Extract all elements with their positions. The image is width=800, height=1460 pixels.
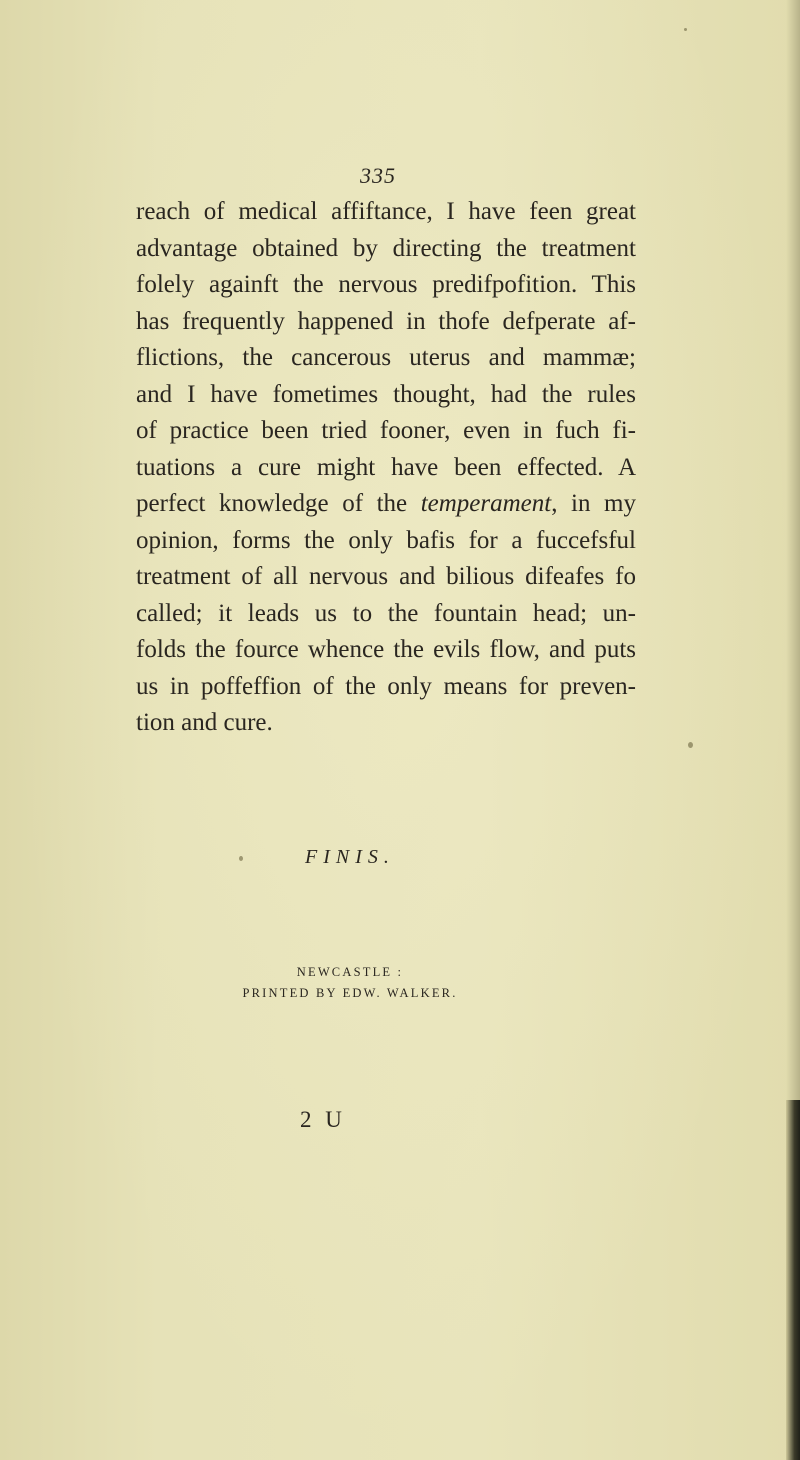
paragraph (136, 194, 636, 742)
paragraph-line (136, 486, 636, 523)
paragraph-line: advantage obtained by directing the treatment (136, 234, 636, 262)
paragraph-line: flictions, the cancerous uterus and mammæ; (136, 344, 636, 371)
paper-speck (688, 742, 693, 748)
italic-word: temperament (420, 490, 552, 517)
binding-edge (786, 1100, 800, 1460)
paragraph-line: reach of medical affiftance, I have feen great (136, 198, 636, 225)
paragraph-line: tion and cure. (136, 709, 273, 736)
paragraph-line: opinion, forms the only bafis for a fuccefsful (136, 526, 636, 554)
paragraph-line: of practice been tried fooner, even in fuch fi- (136, 417, 636, 444)
page-number: 335 (360, 163, 396, 188)
paragraph-line: tuations a cure might have been effected. A (136, 453, 636, 481)
paper-speck (684, 28, 687, 31)
imprint-printer: PRINTED BY EDW. WALKER. (242, 986, 458, 1000)
paragraph-line: has frequently happened in thofe defperate af- (136, 307, 636, 335)
line-text: perfect knowledge of the (136, 490, 408, 517)
paragraph-line: us in poffeffion of the only means for preven- (136, 672, 636, 700)
paragraph-line: folds the fource whence the evils flow, and puts (136, 636, 636, 663)
finis-heading: FINIS. (305, 846, 395, 868)
imprint-place: NEWCASTLE : (296, 965, 404, 979)
paragraph-line: folely againft the nervous predifpofition. This (136, 271, 636, 298)
signature-mark: 2 U (300, 1107, 346, 1132)
paragraph-line: and I have fometimes thought, had the rules (136, 380, 636, 408)
paragraph-line: treatment of all nervous and bilious difeafes fo (136, 563, 636, 590)
line-text: , in my (551, 490, 636, 517)
paragraph-line: called; it leads us to the fountain head; un- (136, 599, 636, 627)
